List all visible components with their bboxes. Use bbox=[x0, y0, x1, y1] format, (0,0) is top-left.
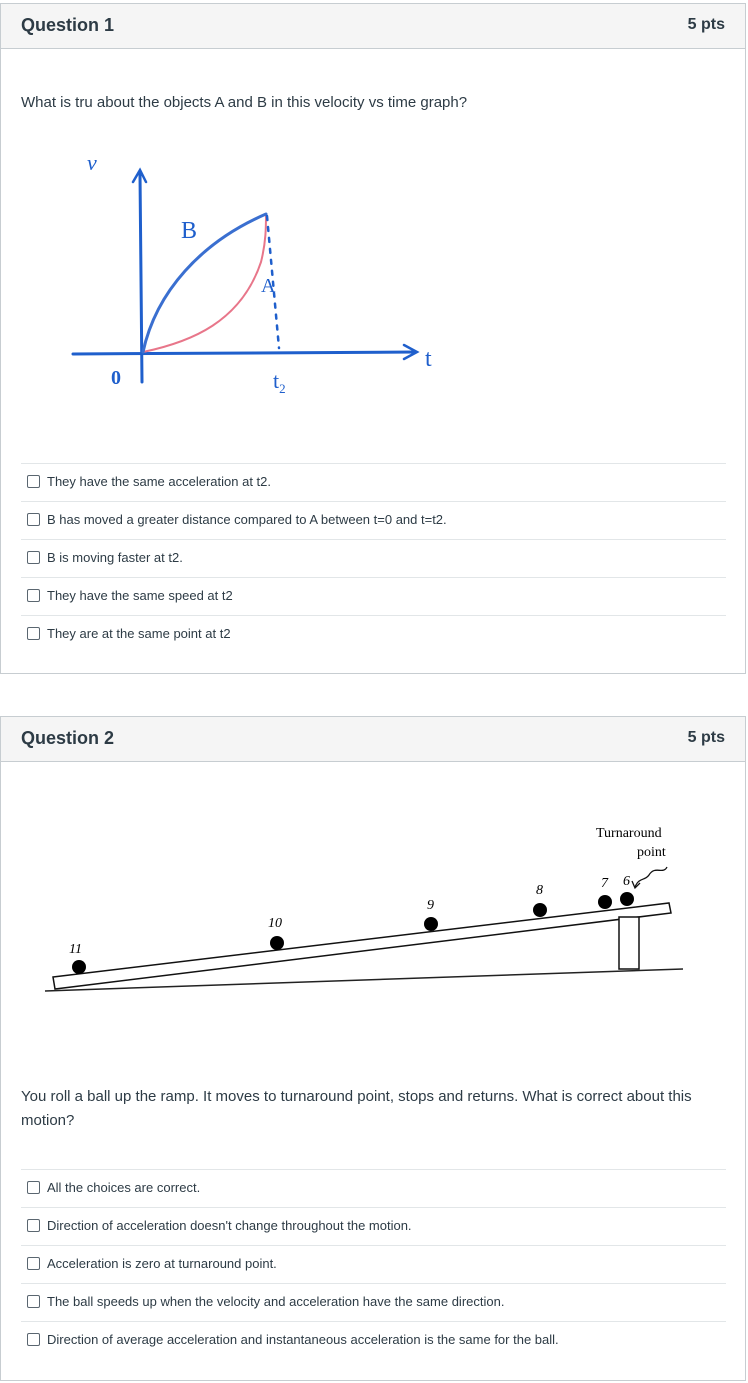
ball-7 bbox=[598, 895, 612, 909]
answer-checkbox[interactable] bbox=[27, 1295, 40, 1308]
answer-option[interactable] bbox=[21, 1321, 726, 1359]
answer-option[interactable] bbox=[21, 577, 726, 615]
answer-label[interactable]: All the choices are correct. bbox=[47, 1180, 201, 1195]
answer-checkbox[interactable] bbox=[27, 1257, 40, 1270]
answer-checkbox[interactable] bbox=[27, 513, 40, 526]
answer-checkbox[interactable] bbox=[27, 627, 40, 640]
question-header bbox=[1, 717, 745, 762]
answer-label[interactable]: They have the same speed at t2 bbox=[47, 588, 233, 603]
question-points: 5 pts bbox=[687, 16, 725, 33]
turnaround-label-line2: point bbox=[637, 845, 666, 860]
answer-label[interactable]: Direction of acceleration doesn't change throughout the motion. bbox=[47, 1218, 412, 1233]
answer-list bbox=[21, 1169, 726, 1359]
question-title: Question 2 bbox=[21, 728, 115, 748]
answer-checkbox[interactable] bbox=[27, 589, 40, 602]
ball-label: 6 bbox=[623, 874, 630, 889]
ball-label: 11 bbox=[69, 942, 82, 957]
curve-b-label: B bbox=[181, 218, 198, 244]
ramp-board bbox=[53, 903, 671, 989]
ball-label: 10 bbox=[268, 916, 282, 931]
origin-label: 0 bbox=[111, 367, 121, 389]
answer-option[interactable] bbox=[21, 501, 726, 539]
answer-checkbox[interactable] bbox=[27, 1219, 40, 1232]
question-title: Question 1 bbox=[21, 15, 115, 35]
answer-label[interactable]: B has moved a greater distance compared to A between t=0 and t=t2. bbox=[47, 512, 447, 527]
question-text: You roll a ball up the ramp. It moves to turnaround point, stops and returns. What is correct about this motion? bbox=[21, 1088, 692, 1129]
t2-label bbox=[273, 368, 286, 396]
ball-label: 9 bbox=[427, 898, 434, 913]
t2-label-main: t bbox=[273, 368, 280, 393]
curve-a bbox=[143, 214, 266, 352]
ball-8 bbox=[533, 903, 547, 917]
answer-checkbox[interactable] bbox=[27, 551, 40, 564]
answer-checkbox[interactable] bbox=[27, 1181, 40, 1194]
ball-11 bbox=[72, 960, 86, 974]
answer-option[interactable] bbox=[21, 1207, 726, 1245]
question-2 bbox=[0, 716, 746, 1381]
ramp-figure bbox=[41, 817, 701, 1017]
ball-label: 8 bbox=[536, 883, 543, 898]
curve-a-label: A bbox=[261, 275, 276, 297]
answer-label[interactable]: They have the same acceleration at t2. bbox=[47, 474, 272, 489]
y-axis bbox=[140, 174, 142, 382]
answer-option[interactable] bbox=[21, 463, 726, 501]
answer-checkbox[interactable] bbox=[27, 475, 40, 488]
answer-label[interactable]: Acceleration is zero at turnaround point. bbox=[47, 1256, 277, 1271]
answer-label[interactable]: Direction of average acceleration and instantaneous acceleration is the same for the ball. bbox=[47, 1332, 559, 1347]
answer-option[interactable] bbox=[21, 615, 726, 653]
t2-label-subscript: 2 bbox=[279, 381, 286, 396]
answer-option[interactable] bbox=[21, 1169, 726, 1207]
x-axis bbox=[73, 352, 416, 354]
question-1 bbox=[0, 3, 746, 674]
question-points: 5 pts bbox=[687, 729, 725, 746]
question-header bbox=[1, 4, 745, 49]
velocity-time-graph bbox=[61, 152, 481, 402]
ball-label: 7 bbox=[601, 876, 608, 891]
answer-option[interactable] bbox=[21, 1245, 726, 1283]
ball-6 bbox=[620, 892, 634, 906]
answer-option[interactable] bbox=[21, 539, 726, 577]
answer-list bbox=[21, 463, 726, 653]
x-axis-label: t bbox=[425, 346, 432, 372]
ball-10 bbox=[270, 936, 284, 950]
ramp-support bbox=[619, 917, 639, 969]
answer-option[interactable] bbox=[21, 1283, 726, 1321]
answer-checkbox[interactable] bbox=[27, 1333, 40, 1346]
answer-label[interactable]: B is moving faster at t2. bbox=[47, 550, 183, 565]
turnaround-label-line1: Turnaround bbox=[596, 826, 662, 841]
answer-label[interactable]: The ball speeds up when the velocity and acceleration have the same direction. bbox=[47, 1294, 505, 1309]
y-axis-label: v bbox=[87, 152, 97, 175]
answer-label[interactable]: They are at the same point at t2 bbox=[47, 626, 231, 641]
ball-9 bbox=[424, 917, 438, 931]
question-text: What is tru about the objects A and B in this velocity vs time graph? bbox=[21, 94, 468, 111]
